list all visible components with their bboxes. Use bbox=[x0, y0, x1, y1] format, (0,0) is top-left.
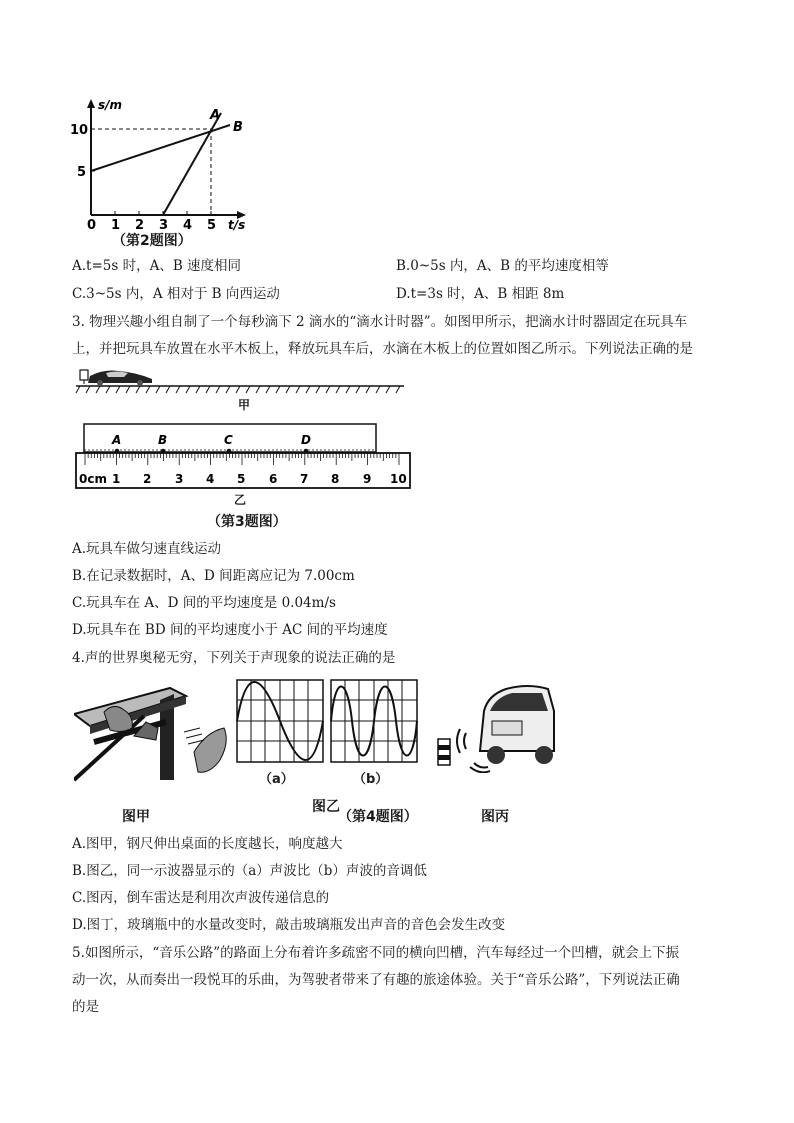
ruler-num-4: 4 bbox=[206, 472, 215, 486]
q3-fig-jia-label: 甲 bbox=[238, 398, 251, 412]
ruler-num-9: 9 bbox=[363, 472, 372, 486]
q3-stem-line-2: 上，并把玩具车放置在水平木板上，释放玩具车后，水滴在木板上的位置如图乙所示。下列说法正确的是 bbox=[72, 341, 693, 357]
q5-stem-line-3: 的是 bbox=[72, 999, 99, 1015]
q3-option-b: B.在记录数据时，A、D 间距离应记为 7.00cm bbox=[72, 568, 355, 584]
q4-wave-b-screen bbox=[330, 679, 418, 763]
q3-toy-car-figure bbox=[74, 366, 406, 396]
q3-option-c: C.玩具车在 A、D 间的平均速度是 0.04m/s bbox=[72, 595, 336, 611]
x-tick-5: 5 bbox=[207, 218, 217, 233]
x-axis-label: t/s bbox=[228, 218, 246, 232]
q4-fig-yi-label: 图乙 bbox=[312, 799, 340, 815]
q4-fig-bing-car-radar bbox=[432, 681, 556, 773]
line-a-label: A bbox=[210, 108, 221, 123]
drop-label-c: C bbox=[224, 433, 233, 447]
ruler-num-6: 6 bbox=[269, 472, 278, 486]
q3-option-a: A.玩具车做匀速直线运动 bbox=[72, 541, 222, 557]
ruler-num-7: 7 bbox=[300, 472, 309, 486]
q2-st-graph bbox=[70, 95, 260, 235]
q3-figure-caption: （第3题图） bbox=[207, 514, 287, 530]
x-tick-4: 4 bbox=[183, 218, 193, 233]
ruler-num-3: 3 bbox=[175, 472, 184, 486]
q2-option-a: A.t=5s 时，A、B 速度相同 bbox=[72, 258, 242, 274]
q2-option-c: C.3~5s 内，A 相对于 B 向西运动 bbox=[72, 286, 280, 302]
drop-label-a: A bbox=[112, 433, 122, 447]
q4-option-a: A.图甲，钢尺伸出桌面的长度越长，响度越大 bbox=[72, 836, 343, 852]
q2-option-b: B.0~5s 内，A、B 的平均速度相等 bbox=[396, 258, 609, 274]
q3-option-d: D.玩具车在 BD 间的平均速度小于 AC 间的平均速度 bbox=[72, 622, 388, 638]
ruler-num-2: 2 bbox=[143, 472, 152, 486]
q4-option-c: C.图丙，倒车雷达是利用次声波传递信息的 bbox=[72, 890, 330, 906]
q2-figure-caption: （第2题图） bbox=[112, 233, 192, 249]
q4-fig-jia-label: 图甲 bbox=[122, 809, 150, 825]
q3-ruler-figure bbox=[74, 422, 414, 492]
y-axis-label: s/m bbox=[98, 98, 123, 112]
q3-stem-line-1: 3. 物理兴趣小组自制了一个每秒滴下 2 滴水的“滴水计时器”。如图甲所示，把滴水计时器固定在玩具车 bbox=[72, 314, 688, 330]
line-b-label: B bbox=[233, 120, 243, 135]
q5-stem-line-1: 5.如图所示，“音乐公路”的路面上分布着许多疏密不同的横向凹槽，汽车每经过一个凹槽，就会上下振 bbox=[72, 945, 680, 961]
q5-stem-line-2: 动一次，从而奏出一段悦耳的乐曲，为驾驶者带来了有趣的旅途体验。关于“音乐公路”，下列说法正确 bbox=[72, 972, 680, 988]
q4-option-d: D.图丁，玻璃瓶中的水量改变时，敲击玻璃瓶发出声音的音色会发生改变 bbox=[72, 917, 506, 933]
x-tick-1: 1 bbox=[111, 218, 121, 233]
ruler-num-5: 5 bbox=[237, 472, 246, 486]
q4-stem: 4.声的世界奥秘无穷，下列关于声现象的说法正确的是 bbox=[72, 650, 396, 666]
q4-fig-bing-label: 图丙 bbox=[481, 809, 509, 825]
x-tick-0: 0 bbox=[87, 218, 97, 233]
ruler-num-1: 1 bbox=[112, 472, 121, 486]
x-tick-3: 3 bbox=[159, 218, 169, 233]
q4-figure-caption: （第4题图） bbox=[338, 809, 418, 825]
q4-wave-a-label: （a） bbox=[259, 772, 294, 787]
drop-label-b: B bbox=[158, 433, 168, 447]
q4-wave-a-screen bbox=[236, 679, 324, 763]
drop-label-d: D bbox=[301, 433, 311, 447]
q2-option-d: D.t=3s 时，A、B 相距 8m bbox=[396, 286, 565, 302]
y-tick-5: 5 bbox=[77, 165, 87, 180]
q4-option-b: B.图乙，同一示波器显示的（a）声波比（b）声波的音调低 bbox=[72, 863, 427, 879]
y-tick-10: 10 bbox=[70, 123, 89, 138]
q4-fig-jia-ruler-desk bbox=[74, 682, 234, 782]
ruler-num-8: 8 bbox=[331, 472, 340, 486]
q3-fig-yi-label: 乙 bbox=[234, 493, 247, 507]
q4-wave-b-label: （b） bbox=[353, 772, 389, 787]
ruler-num-0: 0cm bbox=[79, 472, 107, 486]
x-tick-2: 2 bbox=[135, 218, 145, 233]
ruler-num-10: 10 bbox=[390, 472, 407, 486]
